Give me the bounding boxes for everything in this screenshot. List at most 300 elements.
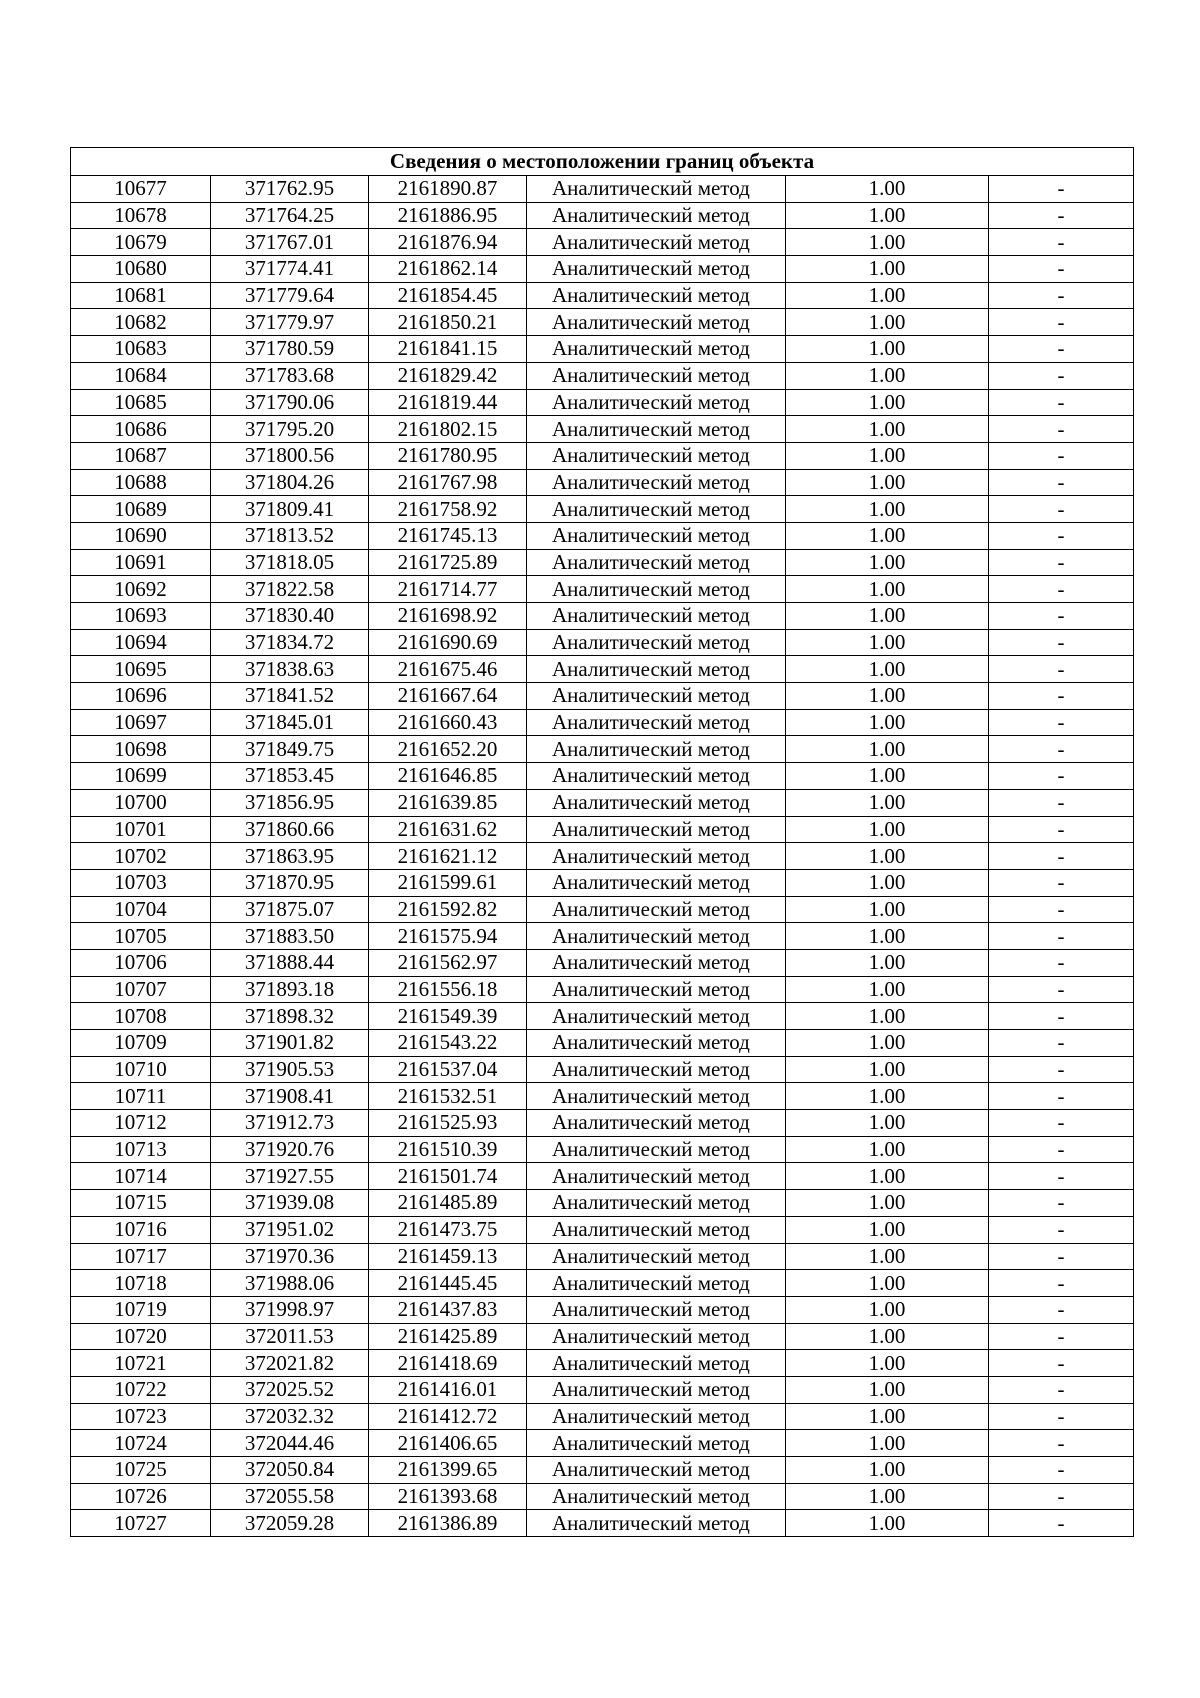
y-coordinate-cell: 2161667.64 [369,683,527,710]
description-cell: - [989,549,1134,576]
point-number-cell: 10721 [71,1350,211,1377]
description-cell: - [989,1323,1134,1350]
description-cell: - [989,763,1134,790]
accuracy-cell: 1.00 [786,1483,989,1510]
method-cell: Аналитический метод [527,1190,786,1217]
x-coordinate-cell: 371779.64 [211,282,369,309]
y-coordinate-cell: 2161556.18 [369,976,527,1003]
y-coordinate-cell: 2161537.04 [369,1056,527,1083]
accuracy-cell: 1.00 [786,1136,989,1163]
table-row [71,789,1134,816]
description-cell: - [989,442,1134,469]
y-coordinate-cell: 2161501.74 [369,1163,527,1190]
point-number-cell: 10705 [71,923,211,950]
table-row [71,1190,1134,1217]
description-cell: - [989,1003,1134,1030]
accuracy-cell: 1.00 [786,1056,989,1083]
method-cell: Аналитический метод [527,202,786,229]
method-cell: Аналитический метод [527,1163,786,1190]
description-cell: - [989,1083,1134,1110]
point-number-cell: 10700 [71,789,211,816]
accuracy-cell: 1.00 [786,496,989,523]
point-number-cell: 10719 [71,1296,211,1323]
description-cell: - [989,362,1134,389]
x-coordinate-cell: 371908.41 [211,1083,369,1110]
method-cell: Аналитический метод [527,843,786,870]
method-cell: Аналитический метод [527,1216,786,1243]
method-cell: Аналитический метод [527,1457,786,1484]
point-number-cell: 10709 [71,1030,211,1057]
table-row [71,843,1134,870]
point-number-cell: 10710 [71,1056,211,1083]
x-coordinate-cell: 371898.32 [211,1003,369,1030]
y-coordinate-cell: 2161532.51 [369,1083,527,1110]
method-cell: Аналитический метод [527,1270,786,1297]
table-body [71,176,1134,1537]
y-coordinate-cell: 2161459.13 [369,1243,527,1270]
description-cell: - [989,816,1134,843]
accuracy-cell: 1.00 [786,202,989,229]
point-number-cell: 10704 [71,896,211,923]
x-coordinate-cell: 372021.82 [211,1350,369,1377]
description-cell: - [989,1163,1134,1190]
description-cell: - [989,202,1134,229]
point-number-cell: 10725 [71,1457,211,1484]
table-row [71,629,1134,656]
point-number-cell: 10696 [71,683,211,710]
description-cell: - [989,256,1134,283]
accuracy-cell: 1.00 [786,789,989,816]
accuracy-cell: 1.00 [786,1296,989,1323]
method-cell: Аналитический метод [527,1110,786,1137]
description-cell: - [989,1056,1134,1083]
x-coordinate-cell: 371863.95 [211,843,369,870]
accuracy-cell: 1.00 [786,549,989,576]
x-coordinate-cell: 371838.63 [211,656,369,683]
method-cell: Аналитический метод [527,816,786,843]
table-row [71,976,1134,1003]
table-row [71,1403,1134,1430]
point-number-cell: 10693 [71,603,211,630]
description-cell: - [989,1296,1134,1323]
table-row [71,1083,1134,1110]
point-number-cell: 10699 [71,763,211,790]
table-row [71,896,1134,923]
point-number-cell: 10707 [71,976,211,1003]
point-number-cell: 10701 [71,816,211,843]
x-coordinate-cell: 371804.26 [211,469,369,496]
point-number-cell: 10698 [71,736,211,763]
accuracy-cell: 1.00 [786,1216,989,1243]
accuracy-cell: 1.00 [786,1003,989,1030]
accuracy-cell: 1.00 [786,976,989,1003]
method-cell: Аналитический метод [527,1323,786,1350]
point-number-cell: 10720 [71,1323,211,1350]
accuracy-cell: 1.00 [786,1510,989,1537]
description-cell: - [989,629,1134,656]
y-coordinate-cell: 2161725.89 [369,549,527,576]
point-number-cell: 10708 [71,1003,211,1030]
point-number-cell: 10703 [71,869,211,896]
accuracy-cell: 1.00 [786,603,989,630]
description-cell: - [989,416,1134,443]
y-coordinate-cell: 2161802.15 [369,416,527,443]
y-coordinate-cell: 2161510.39 [369,1136,527,1163]
table-row [71,923,1134,950]
x-coordinate-cell: 371822.58 [211,576,369,603]
table-row [71,1296,1134,1323]
description-cell: - [989,1136,1134,1163]
point-number-cell: 10680 [71,256,211,283]
x-coordinate-cell: 371951.02 [211,1216,369,1243]
x-coordinate-cell: 372025.52 [211,1376,369,1403]
method-cell: Аналитический метод [527,1510,786,1537]
point-number-cell: 10714 [71,1163,211,1190]
point-number-cell: 10689 [71,496,211,523]
x-coordinate-cell: 371790.06 [211,389,369,416]
point-number-cell: 10687 [71,442,211,469]
accuracy-cell: 1.00 [786,1350,989,1377]
method-cell: Аналитический метод [527,496,786,523]
x-coordinate-cell: 371849.75 [211,736,369,763]
accuracy-cell: 1.00 [786,816,989,843]
accuracy-cell: 1.00 [786,656,989,683]
table-title: Сведения о местоположении границ объекта [71,148,1134,176]
accuracy-cell: 1.00 [786,896,989,923]
accuracy-cell: 1.00 [786,229,989,256]
point-number-cell: 10690 [71,522,211,549]
y-coordinate-cell: 2161416.01 [369,1376,527,1403]
point-number-cell: 10686 [71,416,211,443]
x-coordinate-cell: 371860.66 [211,816,369,843]
x-coordinate-cell: 371927.55 [211,1163,369,1190]
method-cell: Аналитический метод [527,282,786,309]
description-cell: - [989,923,1134,950]
table-row [71,416,1134,443]
y-coordinate-cell: 2161621.12 [369,843,527,870]
description-cell: - [989,469,1134,496]
x-coordinate-cell: 371818.05 [211,549,369,576]
table-row [71,1030,1134,1057]
accuracy-cell: 1.00 [786,1376,989,1403]
method-cell: Аналитический метод [527,976,786,1003]
method-cell: Аналитический метод [527,362,786,389]
table-row [71,1163,1134,1190]
description-cell: - [989,1457,1134,1484]
accuracy-cell: 1.00 [786,1270,989,1297]
method-cell: Аналитический метод [527,442,786,469]
x-coordinate-cell: 371834.72 [211,629,369,656]
x-coordinate-cell: 372032.32 [211,1403,369,1430]
y-coordinate-cell: 2161890.87 [369,176,527,203]
y-coordinate-cell: 2161829.42 [369,362,527,389]
x-coordinate-cell: 371893.18 [211,976,369,1003]
accuracy-cell: 1.00 [786,923,989,950]
x-coordinate-cell: 371883.50 [211,923,369,950]
point-number-cell: 10717 [71,1243,211,1270]
table-row [71,763,1134,790]
point-number-cell: 10702 [71,843,211,870]
y-coordinate-cell: 2161445.45 [369,1270,527,1297]
y-coordinate-cell: 2161418.69 [369,1350,527,1377]
table-row [71,469,1134,496]
table-row [71,603,1134,630]
accuracy-cell: 1.00 [786,949,989,976]
y-coordinate-cell: 2161437.83 [369,1296,527,1323]
description-cell: - [989,949,1134,976]
accuracy-cell: 1.00 [786,709,989,736]
description-cell: - [989,1403,1134,1430]
point-number-cell: 10727 [71,1510,211,1537]
description-cell: - [989,1243,1134,1270]
description-cell: - [989,496,1134,523]
point-number-cell: 10712 [71,1110,211,1137]
description-cell: - [989,309,1134,336]
y-coordinate-cell: 2161714.77 [369,576,527,603]
table-row [71,362,1134,389]
accuracy-cell: 1.00 [786,683,989,710]
accuracy-cell: 1.00 [786,469,989,496]
point-number-cell: 10683 [71,336,211,363]
description-cell: - [989,843,1134,870]
table-row [71,176,1134,203]
table-row [71,336,1134,363]
x-coordinate-cell: 371912.73 [211,1110,369,1137]
description-cell: - [989,576,1134,603]
x-coordinate-cell: 371841.52 [211,683,369,710]
y-coordinate-cell: 2161850.21 [369,309,527,336]
table-row [71,1457,1134,1484]
table-row [71,816,1134,843]
table-row [71,496,1134,523]
y-coordinate-cell: 2161425.89 [369,1323,527,1350]
method-cell: Аналитический метод [527,1003,786,1030]
point-number-cell: 10677 [71,176,211,203]
accuracy-cell: 1.00 [786,1083,989,1110]
method-cell: Аналитический метод [527,576,786,603]
x-coordinate-cell: 372044.46 [211,1430,369,1457]
point-number-cell: 10684 [71,362,211,389]
method-cell: Аналитический метод [527,1030,786,1057]
accuracy-cell: 1.00 [786,1030,989,1057]
y-coordinate-cell: 2161876.94 [369,229,527,256]
method-cell: Аналитический метод [527,469,786,496]
y-coordinate-cell: 2161412.72 [369,1403,527,1430]
x-coordinate-cell: 371779.97 [211,309,369,336]
description-cell: - [989,789,1134,816]
x-coordinate-cell: 371905.53 [211,1056,369,1083]
description-cell: - [989,656,1134,683]
table-row [71,709,1134,736]
accuracy-cell: 1.00 [786,1457,989,1484]
y-coordinate-cell: 2161543.22 [369,1030,527,1057]
point-number-cell: 10681 [71,282,211,309]
y-coordinate-cell: 2161886.95 [369,202,527,229]
description-cell: - [989,229,1134,256]
table-row [71,1003,1134,1030]
y-coordinate-cell: 2161485.89 [369,1190,527,1217]
method-cell: Аналитический метод [527,256,786,283]
point-number-cell: 10692 [71,576,211,603]
y-coordinate-cell: 2161599.61 [369,869,527,896]
accuracy-cell: 1.00 [786,1110,989,1137]
y-coordinate-cell: 2161592.82 [369,896,527,923]
method-cell: Аналитический метод [527,1376,786,1403]
point-number-cell: 10715 [71,1190,211,1217]
accuracy-cell: 1.00 [786,176,989,203]
x-coordinate-cell: 371809.41 [211,496,369,523]
method-cell: Аналитический метод [527,1403,786,1430]
x-coordinate-cell: 372059.28 [211,1510,369,1537]
x-coordinate-cell: 371970.36 [211,1243,369,1270]
x-coordinate-cell: 371795.20 [211,416,369,443]
description-cell: - [989,896,1134,923]
table-row [71,1323,1134,1350]
table-row [71,229,1134,256]
description-cell: - [989,1510,1134,1537]
method-cell: Аналитический метод [527,1296,786,1323]
x-coordinate-cell: 371845.01 [211,709,369,736]
table-row [71,1216,1134,1243]
x-coordinate-cell: 372050.84 [211,1457,369,1484]
method-cell: Аналитический метод [527,1136,786,1163]
accuracy-cell: 1.00 [786,282,989,309]
accuracy-cell: 1.00 [786,442,989,469]
x-coordinate-cell: 371764.25 [211,202,369,229]
x-coordinate-cell: 371870.95 [211,869,369,896]
method-cell: Аналитический метод [527,309,786,336]
table-row [71,522,1134,549]
method-cell: Аналитический метод [527,389,786,416]
point-number-cell: 10723 [71,1403,211,1430]
accuracy-cell: 1.00 [786,416,989,443]
y-coordinate-cell: 2161862.14 [369,256,527,283]
description-cell: - [989,869,1134,896]
description-cell: - [989,1030,1134,1057]
x-coordinate-cell: 371875.07 [211,896,369,923]
method-cell: Аналитический метод [527,789,786,816]
point-number-cell: 10722 [71,1376,211,1403]
point-number-cell: 10726 [71,1483,211,1510]
method-cell: Аналитический метод [527,896,786,923]
y-coordinate-cell: 2161660.43 [369,709,527,736]
method-cell: Аналитический метод [527,603,786,630]
table-row [71,1243,1134,1270]
point-number-cell: 10713 [71,1136,211,1163]
method-cell: Аналитический метод [527,736,786,763]
table-row [71,1136,1134,1163]
x-coordinate-cell: 371767.01 [211,229,369,256]
y-coordinate-cell: 2161631.62 [369,816,527,843]
description-cell: - [989,336,1134,363]
x-coordinate-cell: 371762.95 [211,176,369,203]
y-coordinate-cell: 2161758.92 [369,496,527,523]
description-cell: - [989,389,1134,416]
accuracy-cell: 1.00 [786,843,989,870]
point-number-cell: 10694 [71,629,211,656]
accuracy-cell: 1.00 [786,256,989,283]
x-coordinate-cell: 371853.45 [211,763,369,790]
description-cell: - [989,282,1134,309]
table-row [71,1510,1134,1537]
point-number-cell: 10679 [71,229,211,256]
method-cell: Аналитический метод [527,656,786,683]
y-coordinate-cell: 2161549.39 [369,1003,527,1030]
accuracy-cell: 1.00 [786,1243,989,1270]
accuracy-cell: 1.00 [786,1403,989,1430]
table-row [71,202,1134,229]
y-coordinate-cell: 2161745.13 [369,522,527,549]
table-row [71,736,1134,763]
x-coordinate-cell: 372011.53 [211,1323,369,1350]
x-coordinate-cell: 372055.58 [211,1483,369,1510]
method-cell: Аналитический метод [527,923,786,950]
description-cell: - [989,683,1134,710]
y-coordinate-cell: 2161473.75 [369,1216,527,1243]
point-number-cell: 10678 [71,202,211,229]
point-number-cell: 10724 [71,1430,211,1457]
x-coordinate-cell: 371800.56 [211,442,369,469]
y-coordinate-cell: 2161393.68 [369,1483,527,1510]
y-coordinate-cell: 2161525.93 [369,1110,527,1137]
table-row [71,1056,1134,1083]
x-coordinate-cell: 371988.06 [211,1270,369,1297]
method-cell: Аналитический метод [527,869,786,896]
accuracy-cell: 1.00 [786,1323,989,1350]
method-cell: Аналитический метод [527,1083,786,1110]
point-number-cell: 10688 [71,469,211,496]
description-cell: - [989,603,1134,630]
description-cell: - [989,1110,1134,1137]
method-cell: Аналитический метод [527,1430,786,1457]
accuracy-cell: 1.00 [786,1163,989,1190]
method-cell: Аналитический метод [527,336,786,363]
accuracy-cell: 1.00 [786,522,989,549]
y-coordinate-cell: 2161399.65 [369,1457,527,1484]
y-coordinate-cell: 2161698.92 [369,603,527,630]
x-coordinate-cell: 371856.95 [211,789,369,816]
y-coordinate-cell: 2161646.85 [369,763,527,790]
accuracy-cell: 1.00 [786,362,989,389]
description-cell: - [989,976,1134,1003]
y-coordinate-cell: 2161575.94 [369,923,527,950]
table-row [71,869,1134,896]
x-coordinate-cell: 371998.97 [211,1296,369,1323]
description-cell: - [989,1350,1134,1377]
table-row [71,949,1134,976]
y-coordinate-cell: 2161841.15 [369,336,527,363]
method-cell: Аналитический метод [527,1056,786,1083]
x-coordinate-cell: 371939.08 [211,1190,369,1217]
y-coordinate-cell: 2161386.89 [369,1510,527,1537]
x-coordinate-cell: 371901.82 [211,1030,369,1057]
table-row [71,683,1134,710]
description-cell: - [989,1216,1134,1243]
point-number-cell: 10691 [71,549,211,576]
description-cell: - [989,176,1134,203]
x-coordinate-cell: 371774.41 [211,256,369,283]
table-row [71,1430,1134,1457]
method-cell: Аналитический метод [527,1350,786,1377]
method-cell: Аналитический метод [527,949,786,976]
y-coordinate-cell: 2161562.97 [369,949,527,976]
y-coordinate-cell: 2161767.98 [369,469,527,496]
table-row [71,1483,1134,1510]
description-cell: - [989,1190,1134,1217]
y-coordinate-cell: 2161780.95 [369,442,527,469]
method-cell: Аналитический метод [527,229,786,256]
point-number-cell: 10695 [71,656,211,683]
